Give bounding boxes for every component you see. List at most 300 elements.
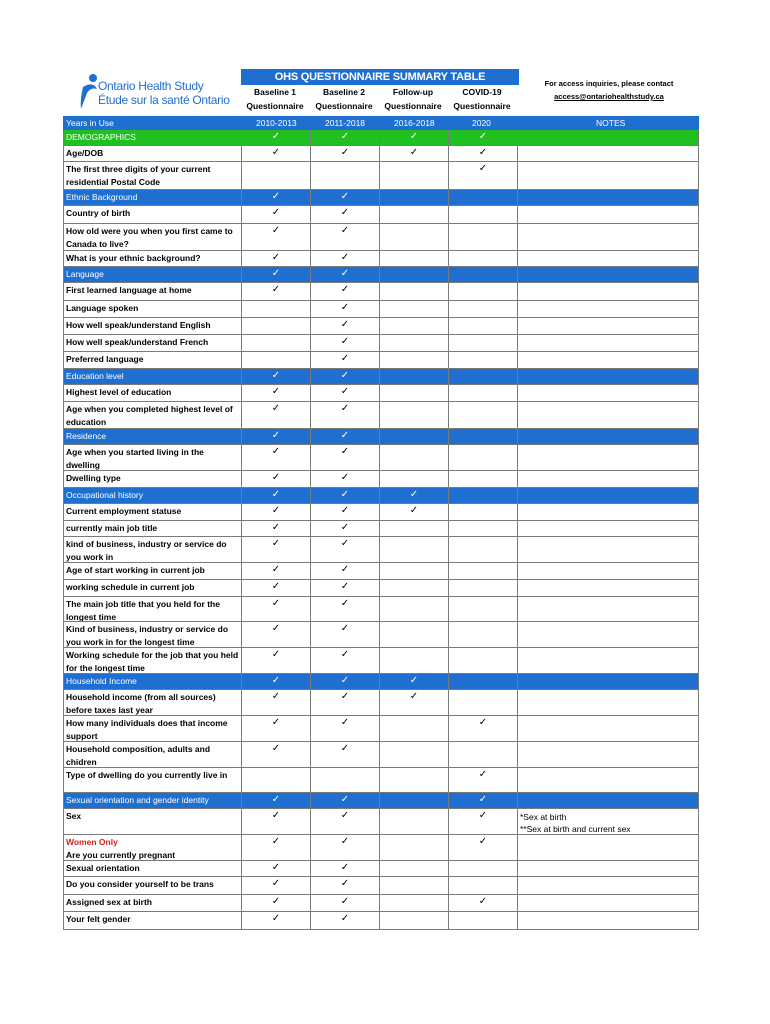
notes-cell bbox=[518, 861, 698, 876]
check-cell bbox=[242, 861, 311, 876]
checkmark-icon: ✓ bbox=[340, 913, 350, 924]
check-cell bbox=[449, 674, 518, 689]
row-label bbox=[64, 690, 242, 715]
row-label-text: Ethnic Background bbox=[66, 192, 138, 202]
checkmark-icon: ✓ bbox=[340, 225, 350, 236]
section-row bbox=[64, 130, 698, 146]
check-cell bbox=[449, 283, 518, 300]
table-row bbox=[64, 716, 698, 742]
table-row bbox=[64, 877, 698, 895]
row-label bbox=[64, 130, 242, 145]
check-cell bbox=[449, 402, 518, 428]
check-cell bbox=[311, 267, 380, 282]
check-cell bbox=[380, 301, 449, 317]
row-label bbox=[64, 742, 242, 767]
check-cell bbox=[311, 912, 380, 929]
table-row bbox=[64, 563, 698, 580]
column-header-line: Baseline 1 bbox=[253, 87, 297, 97]
check-cell bbox=[311, 224, 380, 250]
check-cell bbox=[380, 521, 449, 536]
row-label-text: kind of business, industry or service do you work in bbox=[66, 539, 227, 562]
check-cell bbox=[449, 648, 518, 673]
check-cell bbox=[449, 318, 518, 334]
table-row bbox=[64, 224, 698, 251]
checkmark-icon: ✓ bbox=[409, 489, 419, 500]
check-cell bbox=[311, 895, 380, 911]
notes-cell bbox=[518, 912, 698, 929]
checkmark-icon: ✓ bbox=[271, 691, 281, 702]
checkmark-icon: ✓ bbox=[271, 675, 281, 686]
check-cell bbox=[380, 690, 449, 715]
check-cell bbox=[242, 597, 311, 621]
checkmark-icon: ✓ bbox=[478, 794, 488, 805]
checkmark-icon: ✓ bbox=[340, 675, 350, 686]
check-cell bbox=[449, 768, 518, 792]
checkmark-icon: ✓ bbox=[478, 810, 488, 821]
row-label bbox=[64, 716, 242, 741]
check-cell bbox=[242, 385, 311, 401]
check-cell bbox=[242, 429, 311, 444]
row-label-text: Household income (from all sources) before taxes last year bbox=[66, 692, 216, 715]
check-cell bbox=[449, 301, 518, 317]
check-cell bbox=[449, 369, 518, 384]
row-label bbox=[64, 537, 242, 562]
check-cell bbox=[242, 488, 311, 503]
check-cell bbox=[311, 835, 380, 860]
row-label bbox=[64, 895, 242, 911]
table-row bbox=[64, 504, 698, 521]
notes-cell bbox=[518, 429, 698, 444]
row-label bbox=[64, 580, 242, 596]
check-cell bbox=[311, 861, 380, 876]
check-cell bbox=[311, 251, 380, 266]
check-cell bbox=[311, 471, 380, 487]
table-body bbox=[63, 130, 699, 930]
check-cell bbox=[311, 622, 380, 647]
ohs-logo-icon bbox=[79, 73, 99, 113]
column-header-baseline-1 bbox=[241, 85, 309, 116]
notes-cell bbox=[518, 146, 698, 161]
table-row bbox=[64, 648, 698, 674]
checkmark-icon: ✓ bbox=[271, 147, 281, 158]
table-row bbox=[64, 162, 698, 190]
row-label-text: Do you consider yourself to be trans bbox=[66, 879, 214, 889]
table-row bbox=[64, 622, 698, 648]
contact-email-link[interactable]: access@ontariohealthstudy.ca bbox=[554, 92, 664, 101]
check-cell bbox=[242, 580, 311, 596]
row-label bbox=[64, 471, 242, 487]
row-label bbox=[64, 563, 242, 579]
checkmark-icon: ✓ bbox=[340, 319, 350, 330]
checkmark-icon: ✓ bbox=[271, 131, 281, 142]
checkmark-icon: ✓ bbox=[340, 581, 350, 592]
checkmark-icon: ✓ bbox=[340, 836, 350, 847]
years-follow-up: 2016-2018 bbox=[394, 118, 435, 128]
women-only-label: Women Only bbox=[66, 837, 118, 847]
row-label bbox=[64, 224, 242, 250]
check-cell bbox=[380, 130, 449, 145]
notes-cell bbox=[518, 895, 698, 911]
checkmark-icon: ✓ bbox=[271, 581, 281, 592]
table-row bbox=[64, 352, 698, 369]
notes-cell bbox=[518, 251, 698, 266]
checkmark-icon: ✓ bbox=[271, 913, 281, 924]
check-cell bbox=[380, 768, 449, 792]
checkmark-icon: ✓ bbox=[271, 810, 281, 821]
check-cell bbox=[449, 335, 518, 351]
row-label bbox=[64, 352, 242, 368]
check-cell bbox=[242, 369, 311, 384]
row-label-text: Age when you completed highest level of education bbox=[66, 404, 233, 427]
note-text: **Sex at birth and current sex bbox=[520, 824, 631, 834]
section-row bbox=[64, 488, 698, 504]
checkmark-icon: ✓ bbox=[271, 403, 281, 414]
notes-cell bbox=[518, 352, 698, 368]
check-cell bbox=[380, 504, 449, 520]
checkmark-icon: ✓ bbox=[340, 717, 350, 728]
check-cell bbox=[449, 716, 518, 741]
table-row bbox=[64, 742, 698, 768]
notes-cell bbox=[518, 318, 698, 334]
checkmark-icon: ✓ bbox=[340, 794, 350, 805]
table-row bbox=[64, 385, 698, 402]
check-cell bbox=[242, 318, 311, 334]
notes-cell bbox=[518, 742, 698, 767]
section-row bbox=[64, 793, 698, 809]
checkmark-icon: ✓ bbox=[271, 446, 281, 457]
check-cell bbox=[380, 471, 449, 487]
row-label bbox=[64, 674, 242, 689]
logo-line-french: Étude sur la santé Ontario bbox=[98, 93, 230, 107]
row-label bbox=[64, 861, 242, 876]
column-header-line: Baseline 2 bbox=[322, 87, 366, 97]
contact-text: For access inquiries, please contact bbox=[544, 79, 674, 88]
check-cell bbox=[311, 690, 380, 715]
row-label-text: How old were you when you first came to Canada to live? bbox=[66, 226, 233, 249]
checkmark-icon: ✓ bbox=[271, 564, 281, 575]
check-cell bbox=[311, 563, 380, 579]
table-row bbox=[64, 206, 698, 224]
check-cell bbox=[311, 429, 380, 444]
notes-cell bbox=[518, 563, 698, 579]
row-label bbox=[64, 162, 242, 189]
check-cell bbox=[242, 130, 311, 145]
notes-cell bbox=[518, 622, 698, 647]
checkmark-icon: ✓ bbox=[409, 675, 419, 686]
row-label bbox=[64, 488, 242, 503]
check-cell bbox=[242, 162, 311, 189]
check-cell bbox=[242, 690, 311, 715]
checkmark-icon: ✓ bbox=[340, 896, 350, 907]
column-header-baseline-2 bbox=[310, 85, 378, 116]
checkmark-icon: ✓ bbox=[340, 268, 350, 279]
row-label bbox=[64, 335, 242, 351]
table-row bbox=[64, 597, 698, 622]
row-label bbox=[64, 521, 242, 536]
row-label-text: Dwelling type bbox=[66, 473, 121, 483]
check-cell bbox=[242, 895, 311, 911]
section-row bbox=[64, 190, 698, 206]
row-label-text: How many individuals does that income support bbox=[66, 718, 228, 741]
checkmark-icon: ✓ bbox=[340, 623, 350, 634]
checkmark-icon: ✓ bbox=[409, 505, 419, 516]
row-label bbox=[64, 146, 242, 161]
notes-cell bbox=[518, 445, 698, 470]
check-cell bbox=[449, 504, 518, 520]
row-label bbox=[64, 283, 242, 300]
check-cell bbox=[242, 146, 311, 161]
check-cell bbox=[242, 768, 311, 792]
contact-info bbox=[519, 77, 699, 103]
check-cell bbox=[380, 335, 449, 351]
checkmark-icon: ✓ bbox=[271, 522, 281, 533]
row-label bbox=[64, 793, 242, 808]
check-cell bbox=[311, 402, 380, 428]
row-label bbox=[64, 318, 242, 334]
check-cell bbox=[311, 674, 380, 689]
checkmark-icon: ✓ bbox=[340, 743, 350, 754]
checkmark-icon: ✓ bbox=[340, 878, 350, 889]
check-cell bbox=[242, 521, 311, 536]
row-label-text: Are you currently pregnant bbox=[66, 850, 176, 860]
check-cell bbox=[242, 352, 311, 368]
check-cell bbox=[242, 283, 311, 300]
note-text: *Sex at birth bbox=[520, 812, 567, 822]
notes-cell bbox=[518, 206, 698, 223]
years-in-use-row bbox=[63, 116, 699, 130]
row-label-text: Language bbox=[66, 269, 104, 279]
row-label-text: Age/DOB bbox=[66, 148, 104, 158]
check-cell bbox=[449, 895, 518, 911]
checkmark-icon: ✓ bbox=[271, 505, 281, 516]
check-cell bbox=[449, 622, 518, 647]
row-label-text: Kind of business, industry or service do you work in for the longest time bbox=[66, 624, 229, 647]
check-cell bbox=[311, 488, 380, 503]
check-cell bbox=[449, 690, 518, 715]
checkmark-icon: ✓ bbox=[271, 836, 281, 847]
checkmark-icon: ✓ bbox=[478, 836, 488, 847]
checkmark-icon: ✓ bbox=[271, 489, 281, 500]
check-cell bbox=[449, 521, 518, 536]
notes-cell bbox=[518, 267, 698, 282]
check-cell bbox=[380, 445, 449, 470]
check-cell bbox=[380, 352, 449, 368]
check-cell bbox=[449, 861, 518, 876]
check-cell bbox=[311, 877, 380, 894]
table-row bbox=[64, 402, 698, 429]
check-cell bbox=[380, 861, 449, 876]
check-cell bbox=[380, 206, 449, 223]
check-cell bbox=[449, 352, 518, 368]
check-cell bbox=[242, 877, 311, 894]
check-cell bbox=[311, 190, 380, 205]
row-label-text: How well speak/understand English bbox=[66, 320, 211, 330]
check-cell bbox=[311, 385, 380, 401]
checkmark-icon: ✓ bbox=[340, 446, 350, 457]
table-row bbox=[64, 445, 698, 471]
check-cell bbox=[380, 537, 449, 562]
row-label bbox=[64, 835, 242, 860]
checkmark-icon: ✓ bbox=[340, 862, 350, 873]
check-cell bbox=[380, 369, 449, 384]
check-cell bbox=[311, 537, 380, 562]
check-cell bbox=[242, 716, 311, 741]
check-cell bbox=[311, 445, 380, 470]
check-cell bbox=[242, 809, 311, 834]
notes-cell bbox=[518, 385, 698, 401]
check-cell bbox=[311, 206, 380, 223]
table-row bbox=[64, 283, 698, 301]
check-cell bbox=[380, 648, 449, 673]
check-cell bbox=[380, 716, 449, 741]
check-cell bbox=[449, 267, 518, 282]
check-cell bbox=[380, 674, 449, 689]
row-label-text: Current employment statuse bbox=[66, 506, 182, 516]
row-label bbox=[64, 597, 242, 621]
years-baseline-2: 2011-2018 bbox=[325, 118, 366, 128]
checkmark-icon: ✓ bbox=[271, 649, 281, 660]
checkmark-icon: ✓ bbox=[271, 430, 281, 441]
row-label bbox=[64, 809, 242, 834]
row-label-text: DEMOGRAPHICS bbox=[66, 132, 136, 142]
checkmark-icon: ✓ bbox=[340, 353, 350, 364]
check-cell bbox=[242, 622, 311, 647]
checkmark-icon: ✓ bbox=[340, 403, 350, 414]
checkmark-icon: ✓ bbox=[340, 284, 350, 295]
checkmark-icon: ✓ bbox=[271, 794, 281, 805]
checkmark-icon: ✓ bbox=[340, 505, 350, 516]
check-cell bbox=[311, 283, 380, 300]
check-cell bbox=[380, 877, 449, 894]
row-label bbox=[64, 251, 242, 266]
check-cell bbox=[242, 190, 311, 205]
checkmark-icon: ✓ bbox=[271, 386, 281, 397]
checkmark-icon: ✓ bbox=[340, 472, 350, 483]
checkmark-icon: ✓ bbox=[340, 538, 350, 549]
notes-cell bbox=[518, 471, 698, 487]
check-cell bbox=[449, 537, 518, 562]
check-cell bbox=[311, 648, 380, 673]
table-row bbox=[64, 835, 698, 861]
checkmark-icon: ✓ bbox=[340, 810, 350, 821]
years-label: Years in Use bbox=[66, 118, 114, 128]
checkmark-icon: ✓ bbox=[340, 131, 350, 142]
notes-label: NOTES bbox=[596, 118, 626, 128]
notes-cell bbox=[518, 674, 698, 689]
check-cell bbox=[242, 301, 311, 317]
row-label bbox=[64, 912, 242, 929]
check-cell bbox=[311, 335, 380, 351]
row-label-text: Residence bbox=[66, 431, 107, 441]
check-cell bbox=[311, 369, 380, 384]
checkmark-icon: ✓ bbox=[340, 252, 350, 263]
check-cell bbox=[242, 267, 311, 282]
checkmark-icon: ✓ bbox=[478, 163, 488, 174]
notes-cell bbox=[518, 162, 698, 189]
check-cell bbox=[380, 224, 449, 250]
checkmark-icon: ✓ bbox=[340, 564, 350, 575]
check-cell bbox=[380, 895, 449, 911]
checkmark-icon: ✓ bbox=[340, 386, 350, 397]
checkmark-icon: ✓ bbox=[340, 691, 350, 702]
row-label-text: Working schedule for the job that you held for the longest time bbox=[66, 650, 239, 673]
table-row bbox=[64, 690, 698, 716]
section-row bbox=[64, 369, 698, 385]
checkmark-icon: ✓ bbox=[271, 225, 281, 236]
row-label-text: currently main job title bbox=[66, 523, 158, 533]
row-label-text: Sexual orientation bbox=[66, 863, 140, 873]
table-row bbox=[64, 809, 698, 835]
check-cell bbox=[380, 162, 449, 189]
check-cell bbox=[311, 809, 380, 834]
table-row bbox=[64, 537, 698, 563]
check-cell bbox=[380, 267, 449, 282]
check-cell bbox=[449, 429, 518, 444]
check-cell bbox=[311, 793, 380, 808]
row-label-text: Occupational history bbox=[66, 490, 144, 500]
column-header-follow-up bbox=[379, 85, 447, 116]
notes-cell bbox=[518, 877, 698, 894]
checkmark-icon: ✓ bbox=[271, 268, 281, 279]
check-cell bbox=[311, 318, 380, 334]
notes-cell bbox=[518, 690, 698, 715]
check-cell bbox=[449, 877, 518, 894]
table-row bbox=[64, 471, 698, 488]
checkmark-icon: ✓ bbox=[271, 207, 281, 218]
check-cell bbox=[242, 471, 311, 487]
notes-cell bbox=[518, 488, 698, 503]
row-label-text: Type of dwelling do you currently live in bbox=[66, 770, 228, 780]
checkmark-icon: ✓ bbox=[340, 302, 350, 313]
table-row bbox=[64, 895, 698, 912]
check-cell bbox=[380, 251, 449, 266]
table-row bbox=[64, 912, 698, 930]
check-cell bbox=[380, 622, 449, 647]
checkmark-icon: ✓ bbox=[271, 862, 281, 873]
section-row bbox=[64, 674, 698, 690]
check-cell bbox=[311, 580, 380, 596]
check-cell bbox=[242, 835, 311, 860]
check-cell bbox=[449, 742, 518, 767]
row-label-text: working schedule in current job bbox=[66, 582, 195, 592]
check-cell bbox=[242, 674, 311, 689]
check-cell bbox=[311, 352, 380, 368]
notes-cell bbox=[518, 768, 698, 792]
table-row bbox=[64, 335, 698, 352]
table-row bbox=[64, 146, 698, 162]
table-row bbox=[64, 521, 698, 537]
checkmark-icon: ✓ bbox=[340, 370, 350, 381]
notes-cell bbox=[518, 809, 698, 834]
check-cell bbox=[242, 251, 311, 266]
notes-cell bbox=[518, 597, 698, 621]
notes-cell bbox=[518, 835, 698, 860]
row-label-text: The main job title that you held for the longest time bbox=[66, 599, 220, 621]
checkmark-icon: ✓ bbox=[271, 717, 281, 728]
summary-sheet bbox=[63, 69, 699, 930]
check-cell bbox=[380, 597, 449, 621]
checkmark-icon: ✓ bbox=[271, 896, 281, 907]
check-cell bbox=[242, 335, 311, 351]
notes-cell bbox=[518, 335, 698, 351]
column-header-line: Questionnaire bbox=[384, 101, 442, 111]
check-cell bbox=[242, 224, 311, 250]
check-cell bbox=[449, 190, 518, 205]
column-header-covid bbox=[448, 85, 516, 116]
check-cell bbox=[449, 445, 518, 470]
row-label-text: The first three digits of your current residential Postal Code bbox=[66, 164, 211, 187]
check-cell bbox=[311, 504, 380, 520]
